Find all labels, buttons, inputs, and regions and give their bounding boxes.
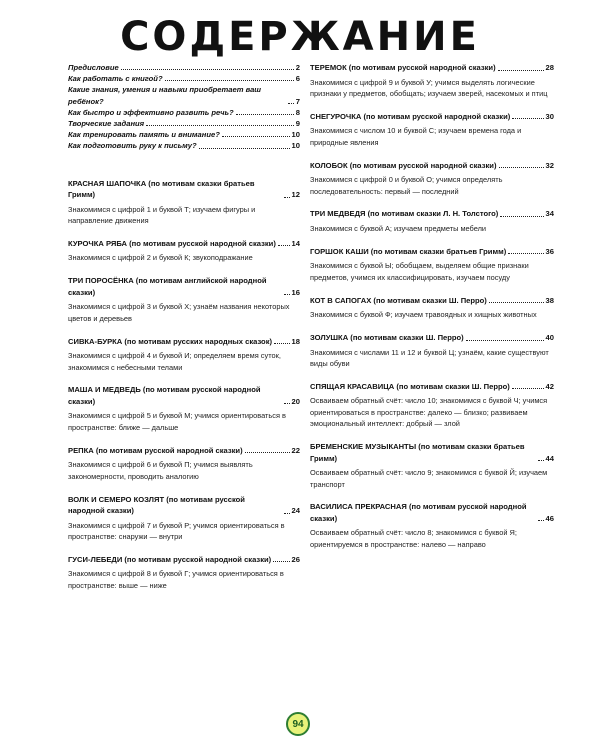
- toc-entry-description: Знакомимся с цифрой 4 и буквой И; определяем время суток, знакомимся с небесными телами: [68, 351, 281, 372]
- toc-entry-heading: [310, 332, 554, 344]
- toc-entry-description: Знакомимся с цифрой 7 и буквой Р; учимся ориентироваться в пространстве: снаружи — внутри: [68, 520, 285, 541]
- intro-item[interactable]: [68, 62, 300, 73]
- leader-dots: [284, 513, 290, 514]
- toc-right-column: [310, 62, 554, 562]
- toc-entry-heading: [68, 238, 300, 250]
- toc-entry[interactable]: [310, 332, 554, 369]
- toc-entry-title: КРАСНАЯ ШАПОЧКА (по мотивам сказки братьев Гримм): [68, 178, 255, 200]
- leader-dots: [284, 294, 290, 295]
- toc-entry-page: 24: [291, 506, 300, 516]
- right-entries: [310, 62, 554, 550]
- intro-item-title: Творческие задания: [68, 119, 145, 129]
- toc-entry[interactable]: [310, 62, 554, 99]
- leader-dots: [489, 302, 544, 303]
- intro-item-page: 10: [291, 141, 300, 151]
- toc-entry-title: КУРОЧКА РЯБА (по мотивам русской народной сказки): [68, 238, 276, 248]
- toc-entry-description: Осваиваем обратный счёт: число 10; знакомимся с буквой Ч; учимся ориентироваться в пространстве: далеко — близко; развиваем эмоциональный интеллект: добрый — злой: [310, 396, 548, 429]
- toc-entry-title: ТЕРЕМОК (по мотивам русской народной сказки): [310, 63, 496, 72]
- toc-entry-heading: [68, 275, 300, 298]
- toc-entry-description: Знакомимся с числами 11 и 12 и буквой Ц; узнаём, какие существуют виды обуви: [310, 347, 549, 368]
- toc-entry-heading: [310, 62, 554, 74]
- leader-dots: [284, 197, 290, 198]
- toc-entry-title: ВАСИЛИСА ПРЕКРАСНАЯ (по мотивам русской народной сказки): [310, 502, 527, 523]
- toc-entry-heading: [310, 208, 554, 220]
- toc-entry-description: Знакомимся с буквой Ы; обобщаем, выделяем общие признаки предметов, учимся их классифицировать, изучаем посуду: [310, 261, 529, 282]
- toc-entry-description: Знакомимся с цифрой 6 и буквой П; учимся выявлять закономерности, проводить аналогию: [68, 460, 253, 481]
- toc-entry[interactable]: [68, 275, 300, 324]
- intro-item-page: 10: [291, 130, 300, 140]
- page-title: СОДЕРЖАНИЕ: [120, 14, 480, 60]
- toc-entry-heading: [310, 381, 554, 393]
- intro-item-title: Какие знания, умения и навыки приобретает ваш ребёнок?: [68, 85, 262, 106]
- toc-entry-title: ЗОЛУШКА (по мотивам сказки Ш. Перро): [310, 333, 464, 343]
- leader-dots: [236, 114, 294, 115]
- toc-entry-page: 20: [291, 396, 300, 406]
- toc-entry-heading: [310, 246, 554, 258]
- leader-dots: [512, 118, 543, 119]
- toc-entry-description: Осваиваем обратный счёт: число 8; знакомимся с буквой Я; ориентируемся в пространстве: налево — направо: [310, 528, 517, 549]
- toc-entry[interactable]: [68, 384, 300, 433]
- toc-entry-title: СПЯЩАЯ КРАСАВИЦА (по мотивам сказки Ш. Перро): [310, 381, 510, 391]
- toc-left-column: [68, 62, 300, 603]
- toc-entry-heading: [310, 501, 554, 524]
- toc-entry-page: 34: [545, 209, 554, 219]
- toc-entry[interactable]: [310, 160, 554, 197]
- leader-dots: [146, 125, 294, 126]
- toc-entry-heading: [310, 160, 554, 172]
- toc-entry-page: 38: [545, 295, 554, 305]
- toc-entry-page: 32: [545, 160, 554, 170]
- toc-entry[interactable]: [310, 246, 554, 283]
- toc-entry-page: 28: [545, 63, 554, 72]
- toc-entry-title: МАША И МЕДВЕДЬ (по мотивам русской народной сказки): [68, 385, 261, 406]
- toc-entry[interactable]: [310, 208, 554, 234]
- toc-entry-page: 40: [545, 333, 554, 343]
- toc-entry-page: 18: [291, 336, 300, 346]
- toc-entry-description: Знакомимся с цифрой 3 и буквой Х; узнаём названия некоторых цветов и деревьев: [68, 302, 290, 323]
- leader-dots: [498, 70, 544, 71]
- toc-entry-title: ВОЛК И СЕМЕРО КОЗЛЯТ (по мотивам русской народной сказки): [68, 494, 245, 516]
- leader-dots: [165, 80, 294, 81]
- leader-dots: [508, 253, 543, 254]
- leader-dots: [538, 460, 544, 461]
- toc-entry-description: Знакомимся с цифрой 2 и буквой К; звукоподражание: [68, 253, 253, 263]
- toc-entry-page: 46: [545, 513, 554, 523]
- intro-item-page: 8: [295, 107, 300, 117]
- intro-item-page: 7: [295, 96, 300, 106]
- leader-dots: [466, 340, 544, 341]
- toc-entry-heading: [310, 111, 554, 123]
- toc-entry-description: Знакомимся с цифрой 0 и буквой О; учимся определять последовательность: первый — последний: [310, 175, 503, 196]
- toc-entry[interactable]: [68, 238, 300, 264]
- toc-entry-page: 44: [545, 453, 554, 463]
- leader-dots: [199, 148, 290, 149]
- intro-item[interactable]: [68, 140, 300, 151]
- page-number: 94: [286, 712, 310, 736]
- toc-entry-page: 26: [291, 554, 300, 564]
- toc-entry-page: 14: [291, 238, 300, 248]
- toc-entry-page: 30: [545, 111, 554, 121]
- left-entries: [68, 178, 300, 592]
- leader-dots: [222, 136, 290, 137]
- toc-entry-description: Знакомимся с цифрой 5 и буквой М; учимся ориентироваться в пространстве: ближе — дальше: [68, 411, 286, 432]
- intro-item[interactable]: [68, 84, 300, 106]
- toc-entry-title: КОТ В САПОГАХ (по мотивам сказки Ш. Перро): [310, 295, 487, 305]
- intro-item-title: Как тренировать память и внимание?: [68, 130, 220, 140]
- toc-entry[interactable]: [310, 111, 554, 148]
- leader-dots: [284, 403, 290, 404]
- toc-entry-description: Знакомимся с числом 10 и буквой С; изучаем времена года и природные явления: [310, 126, 522, 147]
- toc-entry-page: 36: [545, 246, 554, 256]
- toc-entry-title: ГУСИ-ЛЕБЕДИ (по мотивам русской народной сказки): [68, 554, 272, 564]
- leader-dots: [273, 561, 289, 562]
- toc-entry-heading: [68, 554, 300, 566]
- intro-item-title: Как подготовить руку к письму?: [68, 141, 197, 151]
- toc-entry-description: Знакомимся с цифрой 1 и буквой Т; изучаем фигуры и направление движения: [68, 204, 256, 226]
- toc-entry-title: ТРИ ПОРОСЁНКА (по мотивам английской народной сказки): [68, 276, 267, 297]
- toc-entry-page: 22: [291, 445, 300, 455]
- toc-entry-title: СИВКА-БУРКА (по мотивам русских народных сказок): [68, 336, 273, 346]
- toc-entry-heading: [310, 295, 554, 307]
- toc-entry-heading: [68, 336, 300, 348]
- intro-item-page: 9: [295, 119, 300, 129]
- toc-entry-heading: [310, 441, 554, 464]
- leader-dots: [499, 167, 544, 168]
- leader-dots: [538, 520, 544, 521]
- toc-entry-heading: [68, 178, 300, 201]
- leader-dots: [278, 245, 290, 246]
- intro-item-page: 2: [295, 63, 300, 72]
- toc-entry[interactable]: [68, 178, 300, 227]
- toc-entry[interactable]: [68, 494, 300, 543]
- toc-entry-description: Знакомимся с буквой Ф; изучаем травоядных и хищных животных: [310, 310, 537, 320]
- toc-entry[interactable]: [310, 295, 554, 321]
- leader-dots: [512, 388, 544, 389]
- toc-entry-description: Знакомимся с буквой А; изучаем предметы мебели: [310, 223, 487, 233]
- toc-entry-description: Знакомимся с цифрой 9 и буквой У; учимся выделять логические признаки у предметов, обобщать; изучаем зверей, насекомых и птиц: [310, 77, 548, 98]
- toc-entry[interactable]: [68, 554, 300, 591]
- toc-entry-heading: [68, 494, 300, 517]
- toc-entry-title: КОЛОБОК (по мотивам русской народной сказки): [310, 160, 497, 170]
- leader-dots: [245, 452, 290, 453]
- toc-entry-description: Осваиваем обратный счёт: число 9; знакомимся с буквой Й; изучаем транспорт: [310, 468, 548, 489]
- intro-item[interactable]: [68, 73, 300, 84]
- leader-dots: [274, 343, 290, 344]
- leader-dots: [288, 103, 294, 104]
- intro-item[interactable]: [68, 118, 300, 129]
- toc-entry-heading: [68, 445, 300, 457]
- intro-item[interactable]: [68, 107, 300, 118]
- toc-entry-title: ТРИ МЕДВЕДЯ (по мотивам сказки Л. Н. Толстого): [310, 209, 499, 219]
- toc-entry-title: БРЕМЕНСКИЕ МУЗЫКАНТЫ (по мотивам сказки братьев Гримм): [310, 442, 525, 463]
- toc-entry-page: 16: [291, 287, 300, 297]
- intro-section: [68, 62, 300, 152]
- intro-item-title: Предисловие: [68, 63, 119, 72]
- intro-item-page: 6: [295, 74, 300, 84]
- toc-entry[interactable]: [68, 336, 300, 373]
- toc-entry-description: Знакомимся с цифрой 8 и буквой Г; учимся ориентироваться в пространстве: выше — ниже: [68, 569, 284, 590]
- toc-entry-page: 12: [291, 190, 300, 200]
- toc-entry[interactable]: [310, 501, 554, 550]
- intro-item[interactable]: [68, 129, 300, 140]
- toc-entry-title: СНЕГУРОЧКА (по мотивам русской народной сказки): [310, 111, 511, 121]
- toc-entry-heading: [68, 384, 300, 407]
- intro-item-title: Как работать с книгой?: [68, 74, 163, 84]
- toc-entry-title: ГОРШОК КАШИ (по мотивам сказки братьев Гримм): [310, 246, 507, 256]
- intro-item-title: Как быстро и эффективно развить речь?: [68, 107, 234, 117]
- toc-entry-page: 42: [545, 381, 554, 391]
- leader-dots: [121, 69, 294, 70]
- toc-entry[interactable]: [68, 445, 300, 482]
- leader-dots: [500, 216, 543, 217]
- toc-entry-title: РЕПКА (по мотивам русской народной сказки): [68, 445, 243, 455]
- toc-entry[interactable]: [310, 381, 554, 430]
- toc-entry[interactable]: [310, 441, 554, 490]
